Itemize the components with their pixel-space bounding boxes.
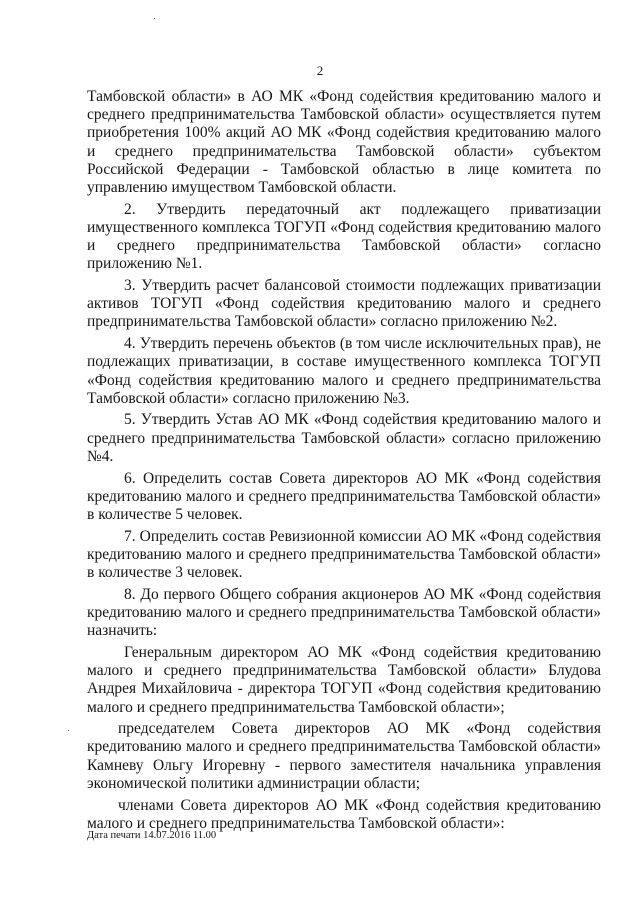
- paragraph-item-2: 2. Утвердить передаточный акт подлежащего приватизации имущественного комплекса ТОГУП «Фонд содействия кредитованию малого и среднего предпринимательства Тамбовской области» согласно приложению №1.: [87, 200, 601, 273]
- paragraph-general-director: Генеральным директором АО МК «Фонд содействия кредитованию малого и среднего предпринимательства Тамбовской области» Блудова Андрея Михайловича - директора ТОГУП «Фонд содействия кредитованию малого и среднего предпринимательства Тамбовской области»;: [87, 643, 601, 716]
- page-number: 2: [316, 63, 324, 78]
- scan-speck: [68, 730, 69, 731]
- paragraph-board-members: членами Совета директоров АО МК «Фонд содействия кредитованию малого и среднего предпринимательства Тамбовской области»:: [87, 796, 601, 832]
- paragraph-board-chair: председателем Совета директоров АО МК «Фонд содействия кредитованию малого и среднего предпринимательства Тамбовской области» Камневу Ольгу Игоревну - первого заместителя начальника управления экономической политики администрации области;: [87, 720, 601, 792]
- paragraph-item-4: 4. Утвердить перечень объектов (в том числе исключительных прав), не подлежащих приватизации, в составе имущественного комплекса ТОГУП «Фонд содействия кредитованию малого и среднего предпринимательства Тамбовской области» согласно приложению №3.: [87, 335, 601, 407]
- paragraph-item-3: 3. Утвердить расчет балансовой стоимости подлежащих приватизации активов ТОГУП «Фонд содействия кредитованию малого и среднего предпринимательства Тамбовской области» согласно приложению №2.: [87, 277, 601, 331]
- paragraph-item-7: 7. Определить состав Ревизионной комиссии АО МК «Фонд содействия кредитованию малого и среднего предпринимательства Тамбовской области» в количестве 3 человек.: [87, 527, 601, 582]
- paragraph-item-8: 8. До первого Общего собрания акционеров АО МК «Фонд содействия кредитованию малого и среднего предпринимательства Тамбовской области» назначить:: [87, 585, 601, 640]
- paragraph-item-6: 6. Определить состав Совета директоров АО МК «Фонд содействия кредитованию малого и среднего предпринимательства Тамбовской области» в количестве 5 человек.: [87, 469, 601, 523]
- paragraph-item-5: 5. Утвердить Устав АО МК «Фонд содействия кредитованию малого и среднего предпринимательства Тамбовской области» согласно приложению №4.: [87, 411, 601, 465]
- print-date-footer: Дата печати 14.07.2016 11.00: [87, 830, 217, 841]
- paragraph-continuation: Тамбовской области» в АО МК «Фонд содействия кредитованию малого и среднего предпринимательства Тамбовской области» осуществляется путем приобретения 100% акций АО МК «Фонд содействия кредитованию малого и среднего предпринимательства Тамбовской области» субъектом Российской Федерации - Тамбовской областью в лице комитета по управлению имуществом Тамбовской области.: [87, 88, 601, 197]
- scan-speck: [154, 18, 155, 19]
- document-body: [87, 88, 601, 836]
